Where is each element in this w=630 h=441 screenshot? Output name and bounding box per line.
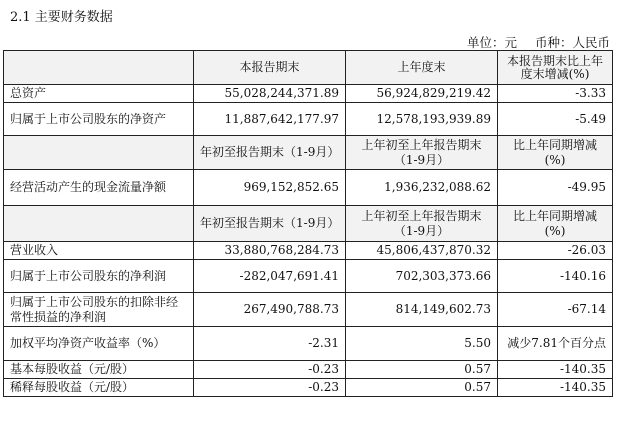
financial-data-table [3, 50, 613, 397]
row-current-value: 267,490,788.73 [194, 293, 346, 327]
row-change-value: -67.14 [498, 293, 613, 327]
table-header-row-3 [4, 206, 613, 242]
section-title: 2.1 主要财务数据 [10, 10, 113, 25]
currency-label: 币种：人民币 [534, 35, 610, 50]
row-current-value: 55,028,244,371.89 [194, 85, 346, 103]
row-prior-value: 45,806,437,870.32 [346, 242, 498, 260]
row-prior-value: 0.57 [346, 361, 498, 379]
header-ytd-current: 年初至报告期末（1-9月） [194, 136, 346, 170]
row-prior-value: 1,936,232,088.62 [346, 170, 498, 206]
row-prior-value: 5.50 [346, 327, 498, 361]
row-prior-value: 702,303,373.66 [346, 260, 498, 293]
header-blank-cell [4, 136, 194, 170]
row-label: 基本每股收益（元/股） [4, 361, 194, 379]
header-ytd-current: 年初至报告期末（1-9月） [194, 206, 346, 242]
row-change-value: -49.95 [498, 170, 613, 206]
row-prior-value: 814,149,602.73 [346, 293, 498, 327]
table-row [4, 293, 613, 327]
row-label: 归属于上市公司股东的扣除非经常性损益的净利润 [4, 293, 194, 327]
table-row [4, 242, 613, 260]
row-current-value: 33,880,768,284.73 [194, 242, 346, 260]
header-yoy-change: 比上年同期增减(%) [498, 206, 613, 242]
unit-currency-line [449, 33, 610, 51]
table-row [4, 85, 613, 103]
row-prior-value: 12,578,193,939.89 [346, 103, 498, 136]
row-current-value: -0.23 [194, 379, 346, 397]
row-label: 经营活动产生的现金流量净额 [4, 170, 194, 206]
table-header-row-1 [4, 51, 613, 85]
row-prior-value: 0.57 [346, 379, 498, 397]
header-blank-cell [4, 206, 194, 242]
row-label: 归属于上市公司股东的净资产 [4, 103, 194, 136]
table-row [4, 379, 613, 397]
row-current-value: 11,887,642,177.97 [194, 103, 346, 136]
header-yoy-change: 比上年同期增减(%) [498, 136, 613, 170]
row-change-value: -140.35 [498, 379, 613, 397]
header-current-period-end: 本报告期末 [194, 51, 346, 85]
table-row [4, 361, 613, 379]
table-row [4, 327, 613, 361]
table-row [4, 103, 613, 136]
row-change-value: -5.49 [498, 103, 613, 136]
row-change-value: -140.35 [498, 361, 613, 379]
row-label: 稀释每股收益（元/股） [4, 379, 194, 397]
row-label: 总资产 [4, 85, 194, 103]
table-row [4, 170, 613, 206]
header-blank-cell [4, 51, 194, 85]
row-label: 归属于上市公司股东的净利润 [4, 260, 194, 293]
row-current-value: -282,047,691.41 [194, 260, 346, 293]
row-change-value: 减少7.81个百分点 [498, 327, 613, 361]
header-change-vs-prior-year-end: 本报告期末比上年度末增减(%) [498, 51, 613, 85]
row-prior-value: 56,924,829,219.42 [346, 85, 498, 103]
row-change-value: -3.33 [498, 85, 613, 103]
table-row [4, 260, 613, 293]
row-change-value: -26.03 [498, 242, 613, 260]
row-current-value: 969,152,852.65 [194, 170, 346, 206]
row-current-value: -2.31 [194, 327, 346, 361]
table-header-row-2 [4, 136, 613, 170]
header-prior-year-end: 上年度末 [346, 51, 498, 85]
row-label: 营业收入 [4, 242, 194, 260]
header-ytd-prior: 上年初至上年报告期末（1-9月） [346, 206, 498, 242]
row-change-value: -140.16 [498, 260, 613, 293]
unit-label: 单位：元 [466, 35, 517, 50]
header-ytd-prior: 上年初至上年报告期末（1-9月） [346, 136, 498, 170]
row-label: 加权平均净资产收益率（%） [4, 327, 194, 361]
row-current-value: -0.23 [194, 361, 346, 379]
